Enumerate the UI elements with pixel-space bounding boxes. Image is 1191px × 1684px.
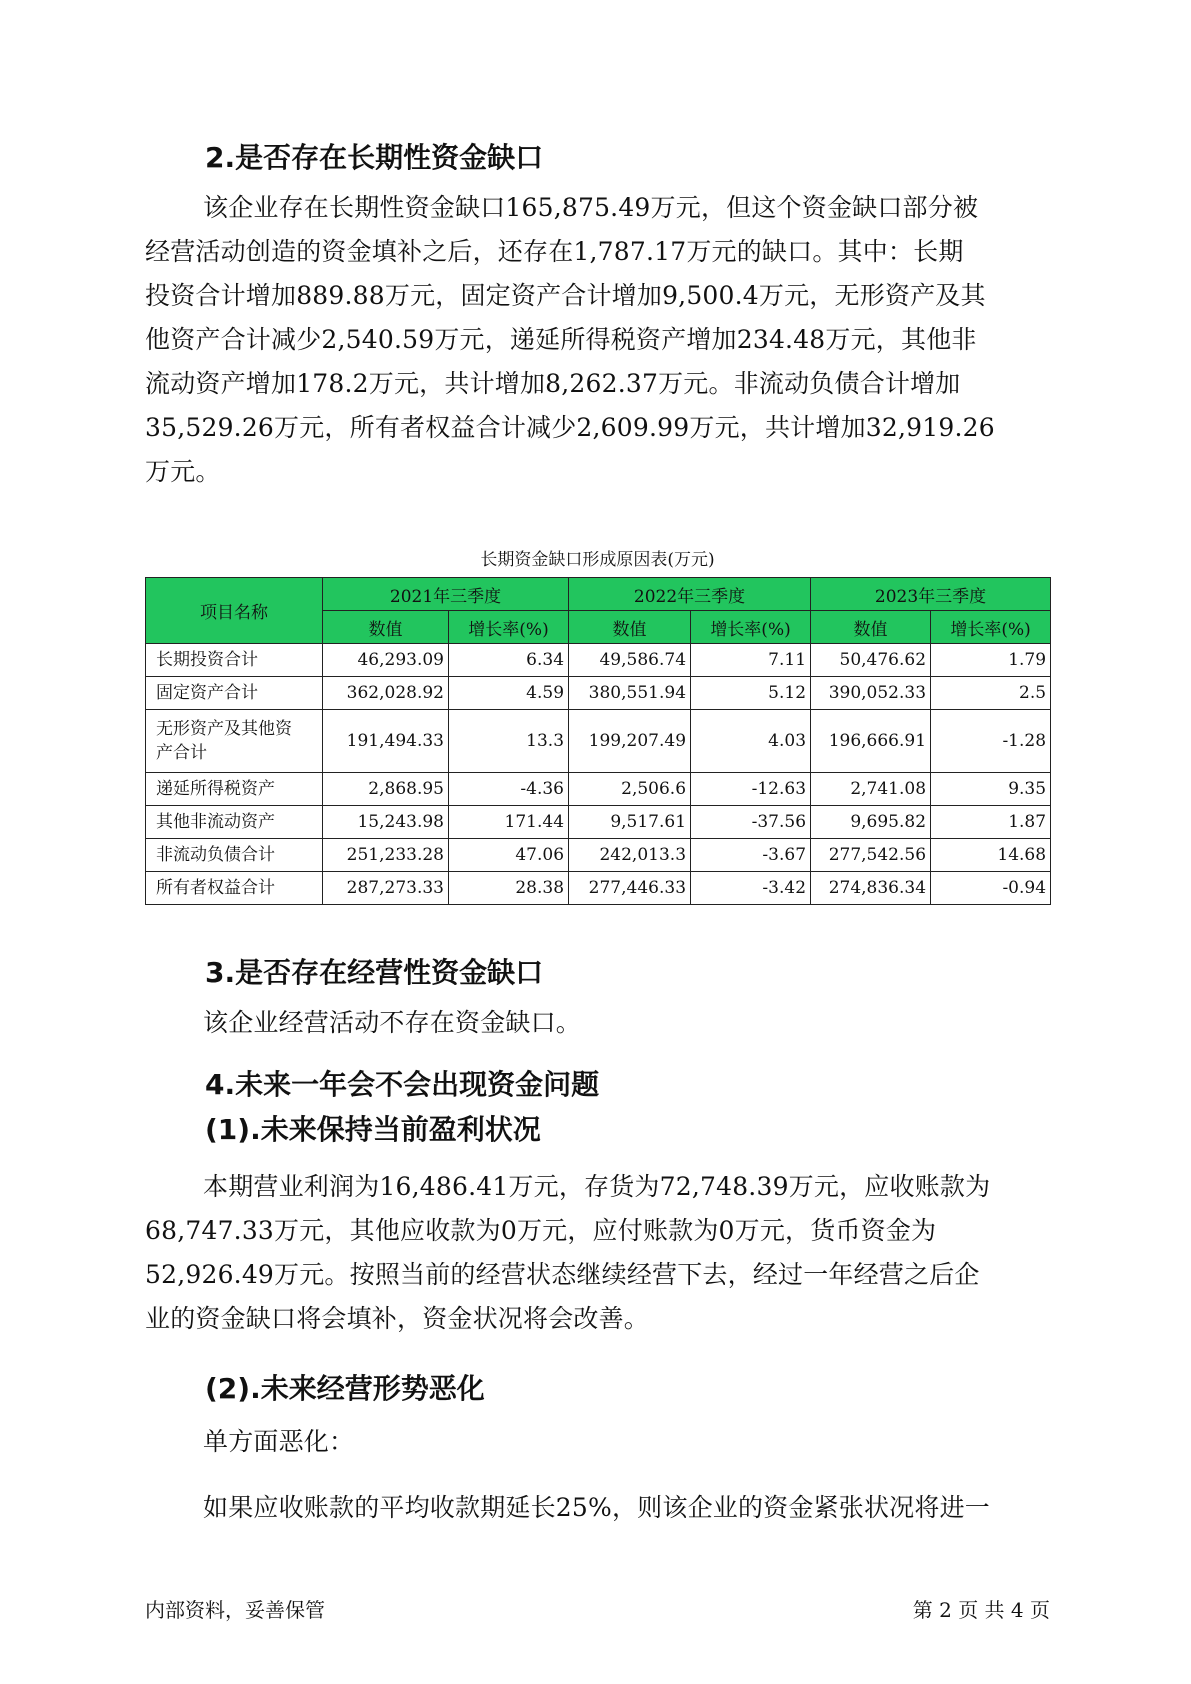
paragraph-line: 单方面恶化：	[203, 1427, 355, 1456]
paragraph-line: 业的资金缺口将会填补，资金状况将会改善。	[145, 1304, 650, 1333]
paragraph-line: 68,747.33万元，其他应收款为0万元，应付账款为0万元，货币资金为	[145, 1216, 937, 1245]
section-3-heading: 3.是否存在经营性资金缺口	[205, 956, 544, 989]
cell-growth: 28.38	[449, 872, 569, 905]
cell-growth: -37.56	[691, 806, 811, 839]
cell-growth: -0.94	[931, 872, 1051, 905]
table-row	[146, 872, 1051, 905]
cell-growth: -4.36	[449, 773, 569, 806]
cell-growth: 1.79	[931, 644, 1051, 677]
cell-growth: 6.34	[449, 644, 569, 677]
cell-growth: 13.3	[449, 710, 569, 773]
table-row	[146, 806, 1051, 839]
table-row	[146, 773, 1051, 806]
header-growth: 增长率(%)	[931, 611, 1051, 644]
header-value: 数值	[323, 611, 449, 644]
section-4-1-paragraph	[145, 1165, 1050, 1341]
header-period: 2022年三季度	[569, 578, 811, 611]
cell-growth: 4.59	[449, 677, 569, 710]
header-period: 2023年三季度	[811, 578, 1051, 611]
cell-growth: 7.11	[691, 644, 811, 677]
section-2-paragraph	[145, 186, 1050, 494]
paragraph-line: 流动资产增加178.2万元，共计增加8,262.37万元。非流动负债合计增加	[145, 369, 961, 398]
funding-gap-table	[145, 577, 1051, 905]
cell-growth: 47.06	[449, 839, 569, 872]
section-3-paragraph	[145, 1001, 1050, 1045]
header-period: 2021年三季度	[323, 578, 569, 611]
table-row	[146, 644, 1051, 677]
cell-growth: 4.03	[691, 710, 811, 773]
cell-value: 362,028.92	[323, 677, 449, 710]
cell-growth: -3.67	[691, 839, 811, 872]
paragraph-line: 35,529.26万元，所有者权益合计减少2,609.99万元，共计增加32,919.26	[145, 413, 995, 442]
paragraph-line: 本期营业利润为16,486.41万元，存货为72,748.39万元，应收账款为	[203, 1172, 991, 1201]
section-4-heading: 4.未来一年会不会出现资金问题	[205, 1068, 600, 1101]
header-value: 数值	[811, 611, 931, 644]
cell-value: 46,293.09	[323, 644, 449, 677]
footer-left: 内部资料，妥善保管	[145, 1598, 325, 1622]
cell-growth: 5.12	[691, 677, 811, 710]
cell-growth: 2.5	[931, 677, 1051, 710]
cell-value: 2,506.6	[569, 773, 691, 806]
cell-value: 251,233.28	[323, 839, 449, 872]
cell-value: 390,052.33	[811, 677, 931, 710]
row-name: 长期投资合计	[146, 644, 323, 677]
cell-value: 199,207.49	[569, 710, 691, 773]
table-caption: 长期资金缺口形成原因表(万元)	[480, 550, 715, 570]
table-row	[146, 677, 1051, 710]
section-4-2-heading: (2).未来经营形势恶化	[205, 1372, 485, 1405]
cell-value: 9,517.61	[569, 806, 691, 839]
paragraph-line: 该企业存在长期性资金缺口165,875.49万元，但这个资金缺口部分被	[203, 193, 979, 222]
section-4-2-paragraph-1	[145, 1420, 1050, 1464]
cell-value: 242,013.3	[569, 839, 691, 872]
row-name: 非流动负债合计	[146, 839, 323, 872]
paragraph-line: 万元。	[145, 457, 221, 486]
cell-growth: 1.87	[931, 806, 1051, 839]
row-name-line: 产合计	[156, 743, 207, 763]
paragraph-line: 52,926.49万元。按照当前的经营状态继续经营下去，经过一年经营之后企	[145, 1260, 980, 1289]
cell-growth: 171.44	[449, 806, 569, 839]
section-4-1-heading: (1).未来保持当前盈利状况	[205, 1113, 541, 1146]
cell-value: 49,586.74	[569, 644, 691, 677]
header-value: 数值	[569, 611, 691, 644]
table-row	[146, 839, 1051, 872]
cell-value: 9,695.82	[811, 806, 931, 839]
cell-value: 15,243.98	[323, 806, 449, 839]
cell-value: 277,446.33	[569, 872, 691, 905]
row-name-line: 无形资产及其他资	[156, 719, 292, 739]
footer-page-number: 第 2 页 共 4 页	[912, 1598, 1050, 1622]
paragraph-line: 经营活动创造的资金填补之后，还存在1,787.17万元的缺口。其中：长期	[145, 237, 964, 266]
cell-value: 380,551.94	[569, 677, 691, 710]
paragraph-line: 该企业经营活动不存在资金缺口。	[203, 1008, 582, 1037]
cell-value: 196,666.91	[811, 710, 931, 773]
header-growth: 增长率(%)	[691, 611, 811, 644]
section-2-heading: 2.是否存在长期性资金缺口	[205, 141, 544, 174]
cell-growth: -12.63	[691, 773, 811, 806]
row-name: 固定资产合计	[146, 677, 323, 710]
cell-growth: 14.68	[931, 839, 1051, 872]
cell-growth: -3.42	[691, 872, 811, 905]
section-4-2-paragraph-2	[145, 1486, 1050, 1530]
cell-value: 2,741.08	[811, 773, 931, 806]
table-row	[146, 710, 1051, 773]
row-name: 所有者权益合计	[146, 872, 323, 905]
paragraph-line: 投资合计增加889.88万元，固定资产合计增加9,500.4万元，无形资产及其	[145, 281, 986, 310]
header-growth: 增长率(%)	[449, 611, 569, 644]
cell-growth: -1.28	[931, 710, 1051, 773]
header-item-name: 项目名称	[146, 578, 323, 644]
cell-value: 274,836.34	[811, 872, 931, 905]
paragraph-line: 如果应收账款的平均收款期延长25%，则该企业的资金紧张状况将进一	[203, 1493, 990, 1522]
cell-value: 191,494.33	[323, 710, 449, 773]
cell-value: 50,476.62	[811, 644, 931, 677]
cell-growth: 9.35	[931, 773, 1051, 806]
cell-value: 287,273.33	[323, 872, 449, 905]
row-name: 其他非流动资产	[146, 806, 323, 839]
paragraph-line: 他资产合计减少2,540.59万元，递延所得税资产增加234.48万元，其他非	[145, 325, 977, 354]
row-name	[146, 710, 323, 773]
cell-value: 2,868.95	[323, 773, 449, 806]
cell-value: 277,542.56	[811, 839, 931, 872]
row-name: 递延所得税资产	[146, 773, 323, 806]
